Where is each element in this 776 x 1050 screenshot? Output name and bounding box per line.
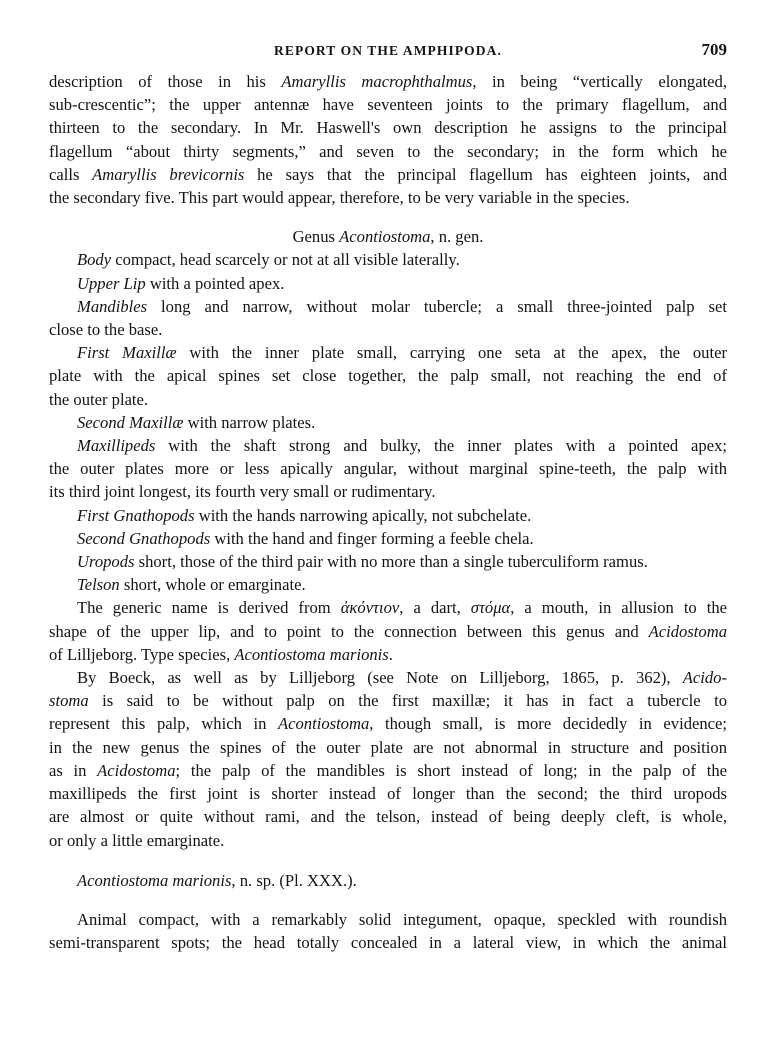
character-upper-lip: Upper Lip with a pointed apex. xyxy=(77,273,285,293)
genus-heading: Genus Acontiostoma, n. gen. xyxy=(292,227,484,247)
taxon-name: Acontiostoma marionis xyxy=(234,644,389,664)
text-line: in the new genus the spines of the outer plate are not abnormal in structure and position xyxy=(49,737,727,757)
running-header xyxy=(49,40,727,70)
taxon-name: Acido- xyxy=(682,668,727,688)
character-second-maxillae: Second Maxillæ with narrow plates. xyxy=(77,412,316,432)
greek-word: ἀκόντιον xyxy=(340,598,400,618)
species-name: Acontiostoma marionis xyxy=(77,870,232,890)
text-line: stoma is said to be without palp on the first maxillæ; it has in fact a tubercle to xyxy=(49,691,727,711)
text-line: the outer plate. xyxy=(49,389,149,409)
text-line: close to the base. xyxy=(49,320,163,340)
character-maxillipeds: Maxillipeds with the shaft strong and bulky, the inner plates with a pointed apex; xyxy=(77,436,727,456)
text-line: of Lilljeborg. Type species, Acontiostoma marionis. xyxy=(49,644,393,664)
text-line: the outer plates more or less apically angular, without marginal spine-teeth, the palp with xyxy=(49,459,727,479)
text-line: maxillipeds the first joint is shorter instead of longer than the second; the third uropods xyxy=(49,784,727,804)
page-number: 709 xyxy=(701,40,727,59)
text-line: sub-crescentic”; the upper antennæ have seventeen joints to the primary flagellum, and xyxy=(49,95,727,115)
taxon-name: Amaryllis brevicornis xyxy=(92,164,245,184)
taxon-name: Acidostoma xyxy=(648,621,727,641)
text-line: calls Amaryllis brevicornis he says that the principal flagellum has eighteen joints, and xyxy=(49,164,728,184)
text-line: flagellum “about thirty segments,” and seven to the secondary; in the form which he xyxy=(49,141,727,161)
taxon-name: Acidostoma xyxy=(97,760,176,780)
character-uropods: Uropods short, those of the third pair with no more than a single tuberculiform ramus. xyxy=(77,552,648,572)
greek-word: στόμα xyxy=(470,598,511,618)
intro-paragraph xyxy=(49,70,727,209)
text-line: its third joint longest, its fourth very small or rudimentary. xyxy=(49,482,436,502)
discussion-paragraph xyxy=(49,666,727,852)
text-line: Animal compact, with a remarkably solid integument, opaque, speckled with roundish xyxy=(77,909,727,929)
species-description xyxy=(49,908,727,954)
text-line: description of those in his Amaryllis macrophthalmus, in being “vertically elongated, xyxy=(49,72,727,91)
character-body: Body compact, head scarcely or not at all visible laterally. xyxy=(77,250,460,270)
character-first-gnathopods: First Gnathopods with the hands narrowing apically, not subchelate. xyxy=(77,505,532,525)
character-mandibles: Mandibles long and narrow, without molar tubercle; a small three-jointed palp set xyxy=(77,296,727,316)
text-line: semi-transparent spots; the head totally concealed in a lateral view, in which the animal xyxy=(49,933,727,953)
taxon-name: Amaryllis macrophthalmus xyxy=(281,72,473,91)
page xyxy=(49,40,727,954)
text-line: shape of the upper lip, and to point to the connection between this genus and Acidostoma xyxy=(49,621,727,641)
species-heading: Acontiostoma marionis, n. sp. (Pl. XXX.). xyxy=(77,870,357,890)
running-title: REPORT ON THE AMPHIPODA. xyxy=(274,43,502,58)
text-line: the secondary five. This part would appear, therefore, to be very variable in the species. xyxy=(49,188,630,208)
text-line: or only a little emarginate. xyxy=(49,830,225,850)
text-line: thirteen to the secondary. In Mr. Haswell's own description he assigns to the principal xyxy=(49,118,727,138)
taxon-name: Acontiostoma xyxy=(278,714,370,734)
character-first-maxillae: First Maxillæ with the inner plate small, carrying one seta at the apex, the outer xyxy=(77,343,727,363)
text-line: The generic name is derived from ἀκόντιον, a dart, στόμα, a mouth, in allusion to the xyxy=(77,598,728,618)
character-second-gnathopods: Second Gnathopods with the hand and finger forming a feeble chela. xyxy=(77,528,534,548)
text-line: By Boeck, as well as by Lilljeborg (see Note on Lilljeborg, 1865, p. 362), Acido- xyxy=(77,668,727,688)
generic-characters xyxy=(49,248,727,596)
text-line: plate with the apical spines set close together, the palp small, not reaching the end of xyxy=(49,366,727,386)
text-line: are almost or quite without rami, and the telson, instead of being deeply cleft, is whole, xyxy=(49,807,727,827)
text-line: represent this palp, which in Acontiostoma, though small, is more decidedly in evidence; xyxy=(49,714,727,734)
taxon-name: stoma xyxy=(49,691,89,711)
text-line: as in Acidostoma; the palp of the mandibles is short instead of long; in the palp of the xyxy=(49,760,727,780)
genus-name: Acontiostoma xyxy=(339,227,431,247)
etymology-paragraph xyxy=(49,596,727,666)
character-telson: Telson short, whole or emarginate. xyxy=(77,575,306,595)
